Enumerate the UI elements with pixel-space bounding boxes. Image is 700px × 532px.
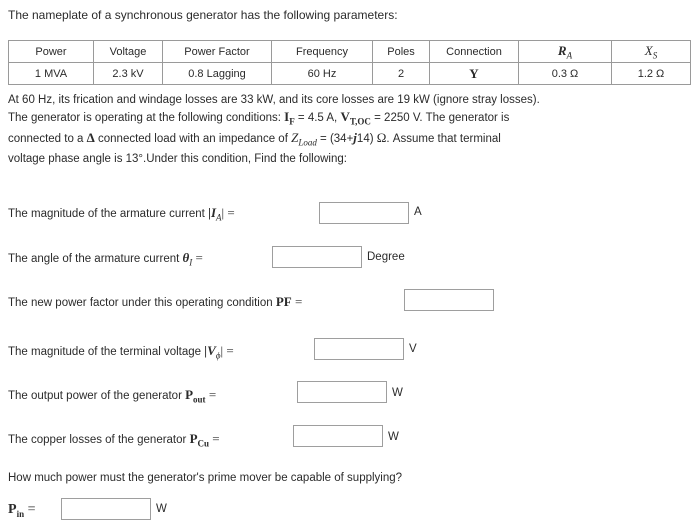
table-header: Voltage [94,41,163,63]
question-terminal-voltage: The magnitude of the terminal voltage $|V_\phi|$ = [8,343,234,361]
question-copper-losses: The copper losses of the generator $P_{Cu}$ = [8,431,220,449]
unit-label: A [414,206,422,218]
table-cell: 1.2 Ω [612,63,691,85]
problem-statement [8,92,694,168]
question-armature-angle: The angle of the armature current $\theta_I$ = [8,250,203,268]
statement-line: voltage phase angle is 13°.Under this condition, Find the following: [8,152,347,165]
table-header: Connection [430,41,519,63]
question-output-power: The output power of the generator $P_{out}$ = [8,387,217,405]
unit-label: W [392,387,403,399]
armature-current-input[interactable] [319,202,409,224]
table-row [9,63,691,85]
input-power-input[interactable] [61,498,151,520]
terminal-voltage-input[interactable] [314,338,404,360]
table-header-xs: $X_S$ [612,41,691,63]
output-power-input[interactable] [297,381,387,403]
table-cell: 0.3 Ω [519,63,612,85]
table-cell: 2 [373,63,430,85]
question-power-factor: The new power factor under this operating condition PF = [8,294,303,309]
table-header-ra: $R_A$ [519,41,612,63]
question-prime-mover: How much power must the generator's prime mover be capable of supplying? [8,472,403,484]
unit-label: W [156,503,167,515]
copper-losses-input[interactable] [293,425,383,447]
table-header-row [9,41,691,63]
power-factor-input[interactable] [404,289,494,311]
unit-label: V [409,343,417,355]
statement-line: The generator is operating at the following conditions: $I_F = 4.5$ A, $V_{T,OC} = 2250$ V. The generator is [8,108,510,127]
table-header: Frequency [272,41,373,63]
problem-intro: The nameplate of a synchronous generator has the following parameters: [8,8,398,22]
unit-label: Degree [367,251,405,263]
statement-line: connected to a Δ connected load with an impedance of $Z_{Load} = (34+j14)$ Ω. Assume that terminal [8,129,501,148]
table-header: Poles [373,41,430,63]
question-armature-current: The magnitude of the armature current $|I_A|$ = [8,205,235,223]
nameplate-table [8,40,691,85]
table-cell: 2.3 kV [94,63,163,85]
table-cell: 60 Hz [272,63,373,85]
table-header: Power Factor [163,41,272,63]
table-header: Power [9,41,94,63]
table-cell: Y [430,63,519,85]
table-cell: 0.8 Lagging [163,63,272,85]
armature-angle-input[interactable] [272,246,362,268]
unit-label: W [388,431,399,443]
pin-label: $P_{in}$ = [8,502,36,519]
table-cell: 1 MVA [9,63,94,85]
statement-line: At 60 Hz, its frication and windage losses are 33 kW, and its core losses are 19 kW (ignore stray losses). [8,94,540,106]
